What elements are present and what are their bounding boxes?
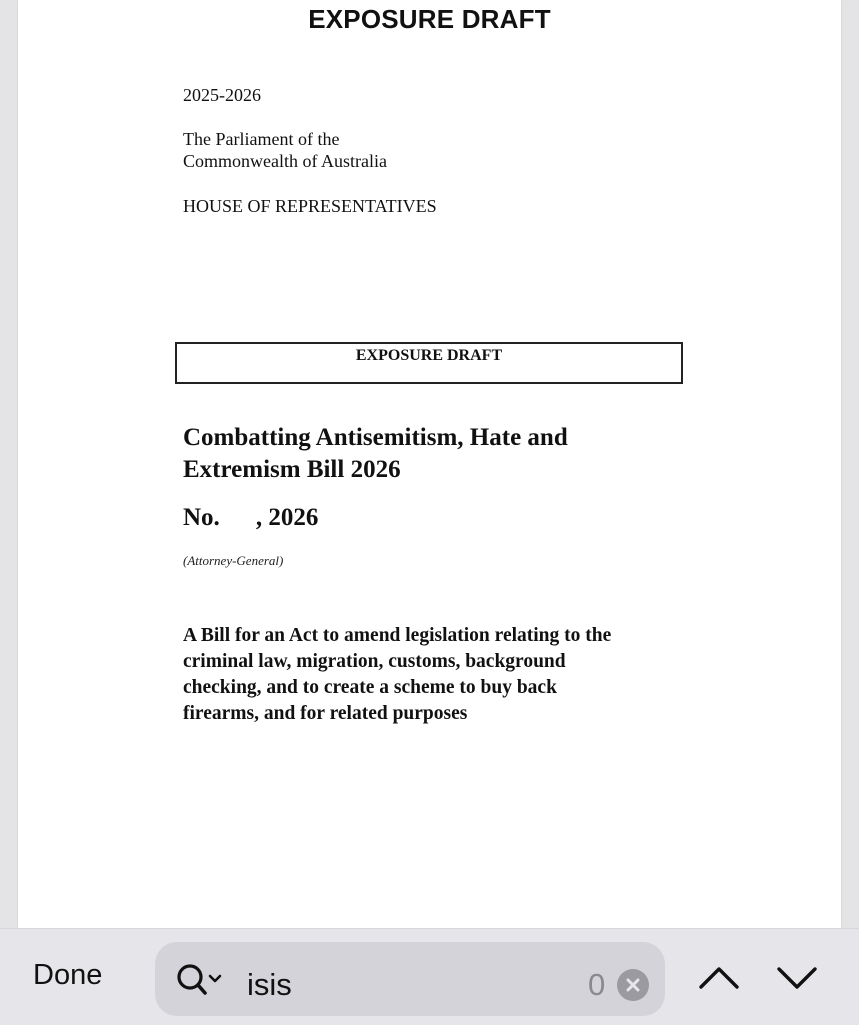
clear-icon[interactable]: [617, 969, 649, 1001]
exposure-draft-box: [175, 342, 683, 384]
parliament-line-2: Commonwealth of Australia: [183, 151, 387, 171]
done-button[interactable]: Done: [33, 959, 103, 991]
document-page: [18, 0, 841, 928]
bill-title-line-2: Extremism Bill 2026: [183, 456, 401, 483]
bill-title-line-1: Combatting Antisemitism, Hate and: [183, 424, 568, 451]
match-count: 0: [588, 967, 606, 1002]
search-options-icon[interactable]: [175, 963, 229, 997]
bill-number: [183, 504, 318, 532]
exposure-draft-box-label: EXPOSURE DRAFT: [355, 347, 503, 364]
find-search-field[interactable]: [155, 942, 665, 1016]
long-title-line-4: firearms, and for related purposes: [183, 703, 468, 724]
parliament-name: [183, 128, 387, 172]
long-title-line-1: A Bill for an Act to amend legislation relating to the: [183, 625, 612, 646]
find-search-input[interactable]: isis: [247, 967, 292, 1002]
bill-title: [183, 422, 703, 486]
long-title-line-3: checking, and to create a scheme to buy back: [183, 677, 557, 698]
bill-number-year: , 2026: [255, 504, 319, 531]
parliament-line-1: The Parliament of the: [183, 129, 340, 149]
bill-long-title: [183, 623, 703, 727]
chevron-down-icon[interactable]: [775, 957, 819, 997]
find-in-page-toolbar: [0, 928, 859, 1025]
exposure-draft-header: EXPOSURE DRAFT: [308, 4, 551, 34]
house-name: HOUSE OF REPRESENTATIVES: [183, 196, 437, 216]
bill-sponsor: (Attorney-General): [183, 553, 284, 568]
long-title-line-2: criminal law, migration, customs, background: [183, 651, 566, 672]
parliamentary-session: 2025-2026: [183, 85, 261, 105]
bill-number-prefix: No.: [183, 504, 220, 531]
chevron-up-icon[interactable]: [697, 957, 741, 997]
